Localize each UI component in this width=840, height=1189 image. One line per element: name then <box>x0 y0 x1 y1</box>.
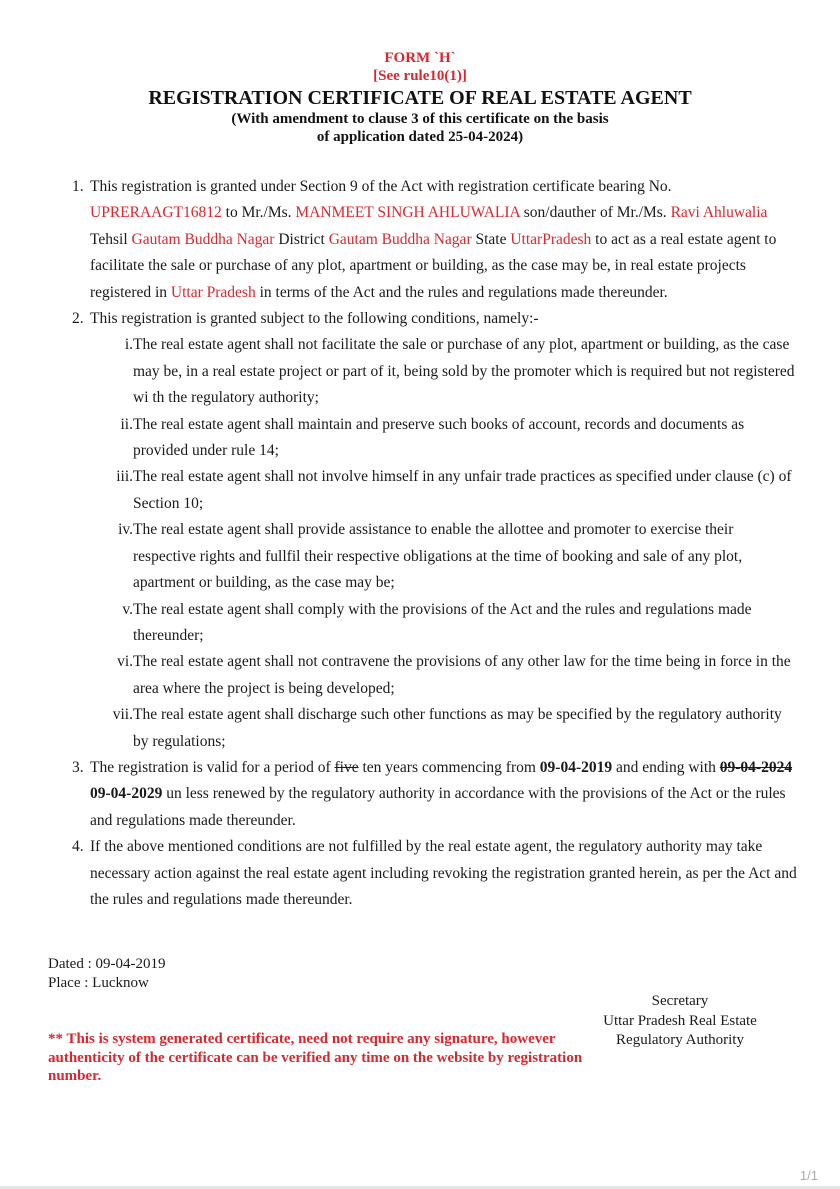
rule-reference: [See rule10(1)] <box>373 68 467 84</box>
page-indicator: 1/1 <box>799 1168 818 1183</box>
subtitle-line-2: of application dated 25-04-2024) <box>316 129 524 145</box>
date-place-block <box>48 955 165 993</box>
condition-text: The real estate agent shall comply with the provisions of the Act and the rules and regulations made thereunder; <box>133 600 752 644</box>
subtitle-line-1: (With amendment to clause 3 of this certificate on the basis <box>231 111 609 127</box>
clause-text: ten years commencing from <box>358 758 540 776</box>
signatory-title: Secretary <box>651 993 709 1009</box>
clause-text: in terms of the Act and the rules and regulations made thereunder. <box>255 283 668 301</box>
condition-item <box>72 702 797 755</box>
clause-number: 4. <box>72 838 84 856</box>
state-value: UttarPradesh <box>510 230 592 248</box>
clause-number: 3. <box>72 758 84 776</box>
clause-2 <box>72 306 797 332</box>
conditions-list <box>72 332 797 755</box>
page-title: REGISTRATION CERTIFICATE OF REAL ESTATE AGENT <box>148 87 692 109</box>
condition-item <box>72 464 797 517</box>
condition-number: ii. <box>120 415 133 433</box>
condition-number: i. <box>124 336 133 354</box>
clause-4 <box>72 834 797 913</box>
condition-item <box>72 517 797 596</box>
clause-text: to Mr./Ms. <box>221 204 296 222</box>
condition-number: iv. <box>118 521 133 539</box>
signatory-org-line-1: Uttar Pradesh Real Estate <box>603 1012 757 1029</box>
condition-item <box>72 597 797 650</box>
clause-number: 2. <box>72 310 84 328</box>
start-date: 09-04-2019 <box>539 758 613 776</box>
condition-item <box>72 332 797 411</box>
registration-number: UPRERAAGT16812 <box>90 204 222 222</box>
struck-old-end-date: 09-04-2024 <box>719 758 793 776</box>
condition-text: The real estate agent shall maintain and preserve such books of account, records and documents as provided under rule 14; <box>133 415 745 460</box>
condition-text: The real estate agent shall provide assistance to enable the allottee and promoter to exercise their respective rights and fullfil their respective obligations at the time of booking and sale of any plot, apartment or building, as the case may be; <box>133 521 743 592</box>
agent-name: MANMEET SINGH AHLUWALIA <box>295 204 520 222</box>
condition-number: iii. <box>116 468 133 486</box>
dated-label: Dated : 09-04-2019 <box>48 956 166 972</box>
condition-text: The real estate agent shall not facilitate the sale or purchase of any plot, apartment or building, as the case may be, in a real estate project or part of it, being sold by the promoter which is required but not registered wi th the regulatory authority; <box>133 336 795 407</box>
district-value: Gautam Buddha Nagar <box>328 230 472 248</box>
condition-text: The real estate agent shall not contravene the provisions of any other law for the time being in force in the area where the project is being developed; <box>133 653 791 697</box>
struck-old-period: five <box>334 758 359 776</box>
clause-text: and ending with <box>612 758 720 776</box>
form-label: FORM `H` <box>384 50 456 66</box>
condition-item <box>72 412 797 465</box>
clause-text: to act as a real estate agent to facilitate the sale or purchase of any plot, apartment or building, as the case may be, in real estate projects registered in <box>90 230 777 301</box>
certificate-body <box>72 174 797 913</box>
clause-text: son/dauther of Mr./Ms. <box>519 204 671 222</box>
clause-text: Tehsil <box>90 230 132 248</box>
clause-text: State <box>471 230 511 248</box>
clause-intro: This registration is granted subject to the following conditions, namely:- <box>90 310 539 328</box>
condition-text: The real estate agent shall discharge such other functions as may be specified by the regulatory authority by regulations; <box>133 706 782 750</box>
clause-text: If the above mentioned conditions are not fulfilled by the real estate agent, the regulatory authority may take necessary action against the real estate agent including revoking the registration granted herein, as per the Act and the rules and regulations made thereunder. <box>90 838 797 908</box>
project-state-value: Uttar Pradesh <box>170 283 256 301</box>
parent-name: Ravi Ahluwalia <box>670 204 768 222</box>
system-generated-notice: ** This is system generated certificate, need not require any signature, however authenticity of the certificate can be verified any time on the website by registration number. <box>48 1031 583 1084</box>
clause-text: The registration is valid for a period of <box>90 758 335 776</box>
clause-text: This registration is granted under Section 9 of the Act with registration certificate bearing No. <box>90 178 672 195</box>
signatory-org-line-2: Regulatory Authority <box>616 1032 744 1048</box>
certificate-header <box>0 49 840 146</box>
clause-1 <box>72 174 797 306</box>
new-end-date: 09-04-2029 <box>90 785 163 803</box>
condition-number: v. <box>122 600 133 618</box>
condition-number: vi. <box>117 653 133 671</box>
clause-number: 1. <box>72 178 84 195</box>
tehsil-value: Gautam Buddha Nagar <box>131 230 275 248</box>
place-label: Place : Lucknow <box>48 975 149 991</box>
condition-item <box>72 649 797 702</box>
condition-number: vii. <box>112 706 133 724</box>
clause-text: District <box>274 230 329 248</box>
clause-text: un less renewed by the regulatory authority in accordance with the provisions of the Act or the rules and regulations made thereunder. <box>90 785 786 829</box>
clause-3 <box>72 755 797 834</box>
signatory-block <box>580 992 780 1051</box>
condition-text: The real estate agent shall not involve himself in any unfair trade practices as specified under clause (c) of Section 10; <box>133 468 792 512</box>
